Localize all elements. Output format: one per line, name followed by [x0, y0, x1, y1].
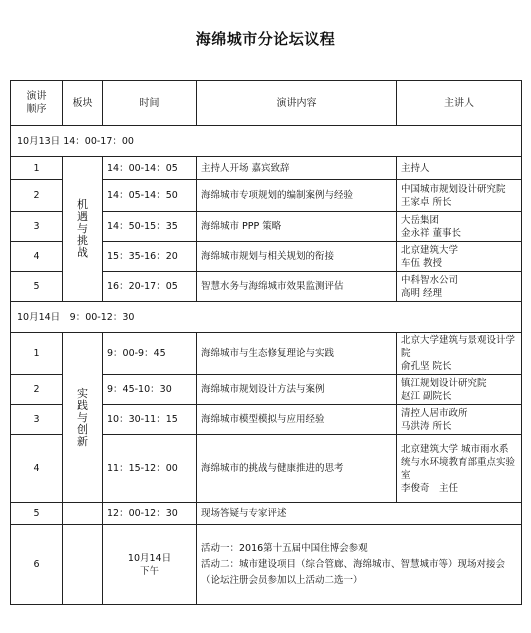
time-cell: 14：50-15：35	[103, 212, 197, 242]
order-cell: 2	[11, 375, 63, 405]
time-cell: 12：00-12：30	[103, 503, 197, 525]
topic-cell: 现场答疑与专家评述	[197, 503, 522, 525]
speaker-cell: 北京大学建筑与景观设计学院 俞孔坚 院长	[397, 333, 522, 375]
order-cell: 4	[11, 242, 63, 272]
topic-cell: 海绵城市规划设计方法与案例	[197, 375, 397, 405]
section-cell	[63, 525, 103, 605]
table-row	[11, 525, 522, 605]
speaker-cell: 中科智水公司 高明 经理	[397, 272, 522, 302]
order-cell: 1	[11, 157, 63, 180]
topic-cell: 海绵城市 PPP 策略	[197, 212, 397, 242]
topic-cell: 海绵城市的挑战与健康推进的思考	[197, 435, 397, 503]
table-row	[11, 333, 522, 375]
time-cell: 9：00-9：45	[103, 333, 197, 375]
order-cell: 4	[11, 435, 63, 503]
time-cell: 14：05-14：50	[103, 180, 197, 212]
day2-label: 10月14日 9：00-12：30	[11, 302, 522, 333]
page-title: 海绵城市分论坛议程	[195, 30, 336, 48]
topic-cell: 海绵城市模型模拟与应用经验	[197, 405, 397, 435]
speaker-cell: 大岳集团 金永祥 董事长	[397, 212, 522, 242]
speaker-cell: 清控人居市政所 马洪涛 所长	[397, 405, 522, 435]
day1-label: 10月13日 14：00-17：00	[11, 126, 522, 157]
time-cell: 10月14日 下午	[103, 525, 197, 605]
activities-cell: 活动一：2016第十五届中国住博会参观 活动二：城市建设项目（综合管廊、海绵城市、智慧城市等）现场对接会 （论坛注册会员参加以上活动二选一）	[197, 525, 522, 605]
speaker-cell: 北京建筑大学 车伍 教授	[397, 242, 522, 272]
order-cell: 3	[11, 405, 63, 435]
time-cell: 15：35-16：20	[103, 242, 197, 272]
topic-cell: 海绵城市与生态修复理论与实践	[197, 333, 397, 375]
agenda-table	[10, 80, 522, 605]
order-cell: 5	[11, 272, 63, 302]
day-row	[11, 302, 522, 333]
topic-cell: 海绵城市规划与相关规划的衔接	[197, 242, 397, 272]
header-order: 演讲 顺序	[11, 81, 63, 126]
header-section: 板块	[63, 81, 103, 126]
header-row	[11, 81, 522, 126]
section-cell	[63, 503, 103, 525]
section-cell: 机 遇 与 挑 战	[63, 157, 103, 302]
topic-cell: 智慧水务与海绵城市效果监测评估	[197, 272, 397, 302]
speaker-cell: 中国城市规划设计研究院 王家卓 所长	[397, 180, 522, 212]
topic-cell: 海绵城市专项规划的编制案例与经验	[197, 180, 397, 212]
header-time: 时间	[103, 81, 197, 126]
order-cell: 2	[11, 180, 63, 212]
time-cell: 16：20-17：05	[103, 272, 197, 302]
table-row	[11, 503, 522, 525]
order-cell: 5	[11, 503, 63, 525]
speaker-cell: 主持人	[397, 157, 522, 180]
header-speaker: 主讲人	[397, 81, 522, 126]
topic-cell: 主持人开场 嘉宾致辞	[197, 157, 397, 180]
time-cell: 14：00-14：05	[103, 157, 197, 180]
order-cell: 6	[11, 525, 63, 605]
order-cell: 3	[11, 212, 63, 242]
time-cell: 11：15-12：00	[103, 435, 197, 503]
time-cell: 10：30-11：15	[103, 405, 197, 435]
day-row	[11, 126, 522, 157]
header-content: 演讲内容	[197, 81, 397, 126]
speaker-cell: 镇江规划设计研究院 赵江 副院长	[397, 375, 522, 405]
section-cell: 实 践 与 创 新	[63, 333, 103, 503]
speaker-cell: 北京建筑大学 城市雨水系统与水环境教育部重点实验室 李俊奇 主任	[397, 435, 522, 503]
table-row	[11, 157, 522, 180]
order-cell: 1	[11, 333, 63, 375]
time-cell: 9：45-10：30	[103, 375, 197, 405]
